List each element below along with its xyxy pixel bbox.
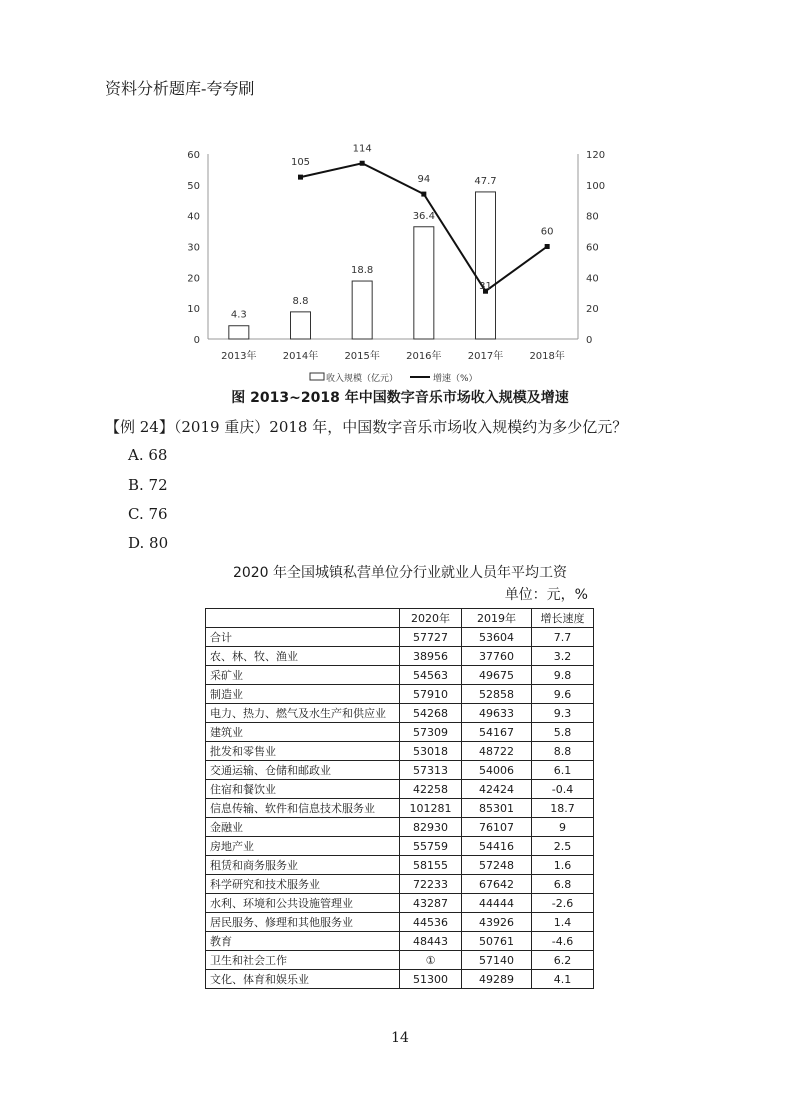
table-row — [206, 780, 594, 799]
growth-point — [421, 192, 426, 197]
option-c[interactable]: C. 76 — [128, 505, 168, 523]
bar-value-label: 18.8 — [351, 265, 374, 277]
table-row — [206, 875, 594, 894]
industry-cell: 文化、体育和娱乐业 — [206, 970, 400, 989]
page-number: 14 — [391, 1030, 409, 1046]
wage-2019-cell: 48722 — [462, 742, 532, 761]
table-row — [206, 761, 594, 780]
bar-value-label: 47.7 — [474, 175, 497, 187]
wage-2019-cell: 52858 — [462, 685, 532, 704]
growth-cell: 4.1 — [532, 970, 594, 989]
x-tick-label: 2013年 — [221, 351, 257, 362]
right-tick-label: 100 — [586, 180, 606, 192]
industry-cell: 农、林、牧、渔业 — [206, 647, 400, 666]
revenue-bar — [476, 192, 496, 339]
industry-cell: 科学研究和技术服务业 — [206, 875, 400, 894]
wage-2019-cell: 44444 — [462, 894, 532, 913]
wage-2020-cell: 101281 — [400, 799, 462, 818]
table-row — [206, 856, 594, 875]
bar-value-label: 8.8 — [292, 295, 309, 307]
wage-table — [205, 608, 594, 989]
option-a[interactable]: A. 68 — [128, 446, 168, 464]
x-tick-label: 2017年 — [467, 351, 504, 362]
option-d[interactable]: D. 80 — [128, 534, 169, 552]
wage-2019-cell: 54006 — [462, 761, 532, 780]
wage-2020-cell: 53018 — [400, 742, 462, 761]
wage-2019-cell: 85301 — [462, 799, 532, 818]
industry-cell: 住宿和餐饮业 — [206, 780, 400, 799]
wage-2019-cell: 67642 — [462, 875, 532, 894]
wage-2020-cell: 54268 — [400, 704, 462, 723]
x-tick-label: 2015年 — [344, 351, 380, 362]
wage-2019-cell: 57140 — [462, 951, 532, 970]
wage-2020-cell: 55759 — [400, 837, 462, 856]
header-industry — [206, 609, 400, 628]
industry-cell: 居民服务、修理和其他服务业 — [206, 913, 400, 932]
industry-cell: 制造业 — [206, 685, 400, 704]
industry-cell: 合计 — [206, 628, 400, 647]
chart-caption: 图 2013~2018 年中国数字音乐市场收入规模及增速 — [231, 390, 569, 406]
left-tick-label: 50 — [187, 180, 200, 192]
wage-2020-cell: 57309 — [400, 723, 462, 742]
growth-cell: 9.6 — [532, 685, 594, 704]
wage-2020-cell: 57910 — [400, 685, 462, 704]
table-row — [206, 932, 594, 951]
growth-value-label: 94 — [417, 174, 431, 186]
revenue-growth-chart — [160, 140, 620, 384]
x-tick-label: 2014年 — [282, 351, 319, 362]
growth-cell: 9 — [532, 818, 594, 837]
table-row — [206, 799, 594, 818]
wage-2019-cell: 42424 — [462, 780, 532, 799]
header-2020: 2020年 — [400, 609, 462, 628]
wage-2020-cell: 51300 — [400, 970, 462, 989]
industry-cell: 采矿业 — [206, 666, 400, 685]
growth-cell: 7.7 — [532, 628, 594, 647]
table-row — [206, 666, 594, 685]
option-b[interactable]: B. 72 — [128, 476, 168, 494]
wage-2020-cell: 54563 — [400, 666, 462, 685]
left-tick-label: 40 — [187, 211, 200, 223]
wage-2019-cell: 49289 — [462, 970, 532, 989]
table-row — [206, 894, 594, 913]
right-tick-label: 0 — [586, 335, 593, 346]
wage-2019-cell: 49633 — [462, 704, 532, 723]
wage-2020-cell: ① — [400, 951, 462, 970]
growth-cell: 6.8 — [532, 875, 594, 894]
industry-cell: 房地产业 — [206, 837, 400, 856]
growth-cell: 2.5 — [532, 837, 594, 856]
growth-cell: -0.4 — [532, 780, 594, 799]
question-text: 【例 24】（2019 重庆）2018 年，中国数字音乐市场收入规模约为多少亿元？ — [105, 418, 628, 436]
industry-cell: 水利、环境和公共设施管理业 — [206, 894, 400, 913]
growth-value-label: 60 — [540, 226, 554, 238]
wage-2019-cell: 54167 — [462, 723, 532, 742]
growth-cell: 3.2 — [532, 647, 594, 666]
table-unit: 单位：元，% — [504, 587, 588, 603]
wage-2020-cell: 72233 — [400, 875, 462, 894]
legend-bar-swatch — [310, 373, 324, 380]
wage-2020-cell: 58155 — [400, 856, 462, 875]
table-row — [206, 685, 594, 704]
wage-2020-cell: 48443 — [400, 932, 462, 951]
table-row — [206, 951, 594, 970]
wage-2019-cell: 53604 — [462, 628, 532, 647]
wage-2020-cell: 42258 — [400, 780, 462, 799]
legend-bar-label: 收入规模（亿元） — [326, 374, 399, 384]
growth-cell: 18.7 — [532, 799, 594, 818]
growth-cell: 1.4 — [532, 913, 594, 932]
growth-cell: -2.6 — [532, 894, 594, 913]
left-tick-label: 0 — [193, 335, 200, 346]
growth-point — [545, 244, 550, 249]
wage-2019-cell: 37760 — [462, 647, 532, 666]
table-row — [206, 818, 594, 837]
growth-cell: 9.8 — [532, 666, 594, 685]
industry-cell: 建筑业 — [206, 723, 400, 742]
wage-2020-cell: 44536 — [400, 913, 462, 932]
right-tick-label: 20 — [586, 304, 599, 316]
industry-cell: 批发和零售业 — [206, 742, 400, 761]
wage-2019-cell: 76107 — [462, 818, 532, 837]
wage-2019-cell: 50761 — [462, 932, 532, 951]
legend-line-label: 增速（%） — [433, 374, 478, 384]
table-row — [206, 723, 594, 742]
growth-value-label: 114 — [352, 143, 372, 155]
revenue-bar — [414, 227, 434, 339]
table-row — [206, 647, 594, 666]
right-tick-label: 120 — [586, 150, 606, 161]
industry-cell: 教育 — [206, 932, 400, 951]
industry-cell: 电力、热力、燃气及水生产和供应业 — [206, 704, 400, 723]
x-tick-label: 2018年 — [529, 351, 565, 362]
revenue-bar — [229, 326, 249, 339]
industry-cell: 租赁和商务服务业 — [206, 856, 400, 875]
growth-cell: 8.8 — [532, 742, 594, 761]
industry-cell: 交通运输、仓储和邮政业 — [206, 761, 400, 780]
revenue-bar — [352, 281, 372, 339]
wage-2019-cell: 43926 — [462, 913, 532, 932]
bar-value-label: 4.3 — [230, 309, 247, 321]
wage-2019-cell: 54416 — [462, 837, 532, 856]
wage-2020-cell: 43287 — [400, 894, 462, 913]
growth-point — [360, 161, 365, 166]
industry-cell: 卫生和社会工作 — [206, 951, 400, 970]
wage-2020-cell: 38956 — [400, 647, 462, 666]
header-growth: 增长速度 — [532, 609, 594, 628]
growth-value-label: 31 — [479, 281, 492, 293]
growth-cell: 5.8 — [532, 723, 594, 742]
table-row — [206, 742, 594, 761]
table-row — [206, 913, 594, 932]
x-tick-label: 2016年 — [406, 351, 442, 362]
right-tick-label: 80 — [586, 211, 599, 223]
growth-point — [298, 175, 303, 180]
right-tick-label: 60 — [586, 242, 599, 254]
table-row — [206, 704, 594, 723]
wage-2020-cell: 82930 — [400, 818, 462, 837]
table-title: 2020 年全国城镇私营单位分行业就业人员年平均工资 — [232, 565, 568, 581]
industry-cell: 金融业 — [206, 818, 400, 837]
wage-2019-cell: 57248 — [462, 856, 532, 875]
bar-value-label: 36.4 — [412, 210, 435, 222]
right-tick-label: 40 — [586, 273, 599, 285]
growth-cell: -4.6 — [532, 932, 594, 951]
growth-cell: 6.2 — [532, 951, 594, 970]
left-tick-label: 20 — [187, 273, 200, 285]
left-tick-label: 30 — [187, 242, 200, 254]
growth-cell: 9.3 — [532, 704, 594, 723]
wage-2019-cell: 49675 — [462, 666, 532, 685]
growth-cell: 1.6 — [532, 856, 594, 875]
header-2019: 2019年 — [462, 609, 532, 628]
wage-2020-cell: 57313 — [400, 761, 462, 780]
growth-value-label: 105 — [290, 157, 311, 169]
table-header-row — [206, 609, 594, 628]
left-tick-label: 10 — [187, 304, 200, 316]
industry-cell: 信息传输、软件和信息技术服务业 — [206, 799, 400, 818]
page-header: 资料分析题库-夸夸刷 — [105, 79, 255, 98]
table-row — [206, 837, 594, 856]
table-row — [206, 628, 594, 647]
wage-2020-cell: 57727 — [400, 628, 462, 647]
table-row — [206, 970, 594, 989]
growth-cell: 6.1 — [532, 761, 594, 780]
revenue-bar — [291, 312, 311, 339]
left-tick-label: 60 — [187, 150, 200, 161]
